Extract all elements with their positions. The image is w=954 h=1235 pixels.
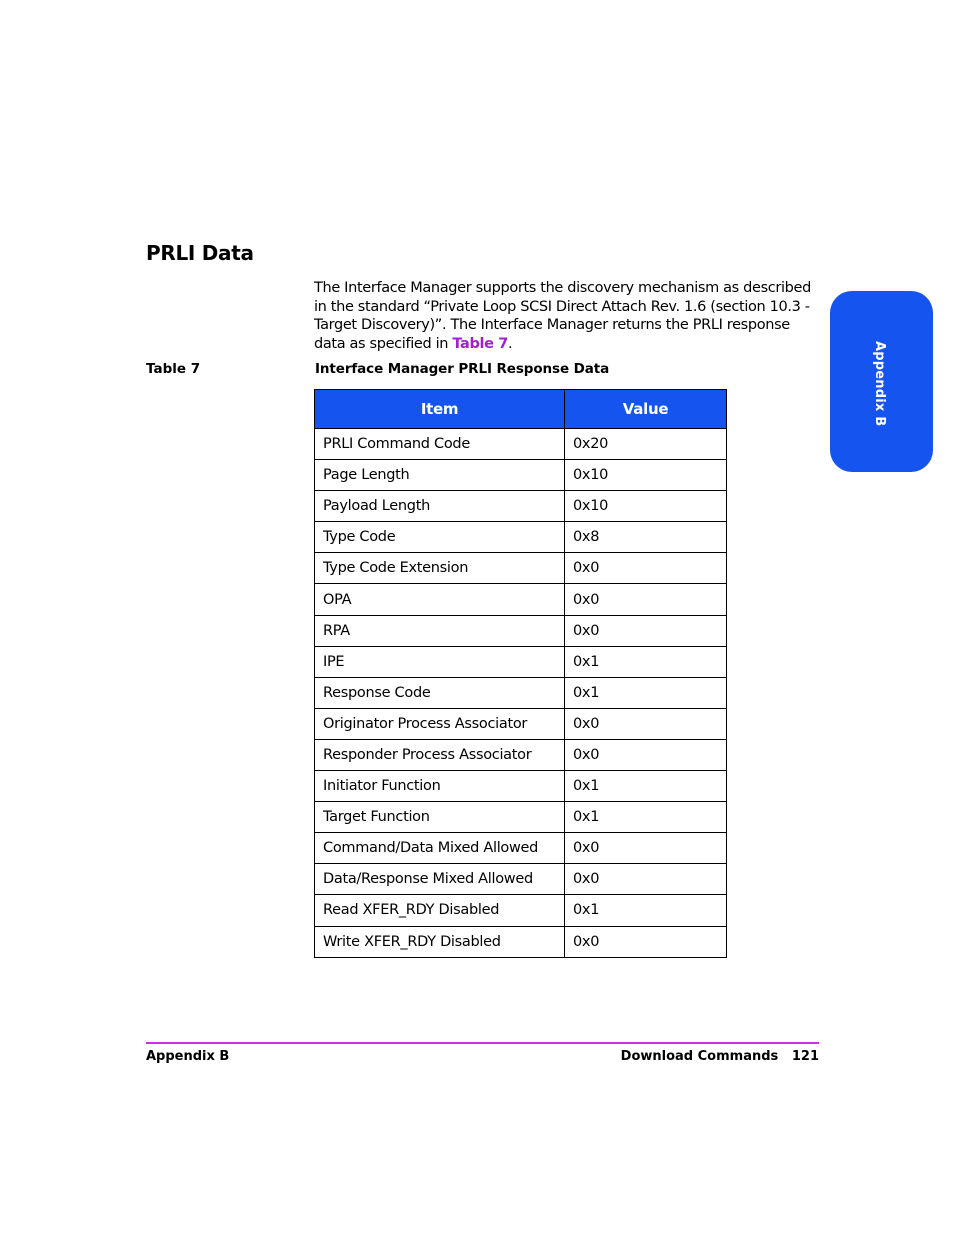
item-cell: Command/Data Mixed Allowed [315,833,565,864]
footer-page-info [621,1049,819,1064]
table-caption: Interface Manager PRLI Response Data [315,361,610,377]
item-cell: Payload Length [315,491,565,522]
value-cell: 0x0 [565,864,727,895]
footer-appendix-label: Appendix B [146,1049,230,1064]
item-cell: PRLI Command Code [315,429,565,460]
table-row [315,771,727,802]
footer-rule [146,1042,819,1044]
value-cell: 0x1 [565,677,727,708]
footer-page-number: 121 [791,1049,819,1064]
value-cell: 0x1 [565,646,727,677]
value-cell: 0x0 [565,553,727,584]
table-row [315,615,727,646]
item-cell: Response Code [315,677,565,708]
value-cell: 0x1 [565,802,727,833]
intro-text-end: . [508,335,513,352]
value-cell: 0x0 [565,926,727,957]
value-cell: 0x1 [565,771,727,802]
value-cell: 0x20 [565,429,727,460]
table-row [315,460,727,491]
table-row [315,833,727,864]
item-cell: IPE [315,646,565,677]
table-row [315,677,727,708]
table-row [315,802,727,833]
header-value: Value [565,390,727,429]
intro-paragraph [314,279,820,353]
value-cell: 0x10 [565,460,727,491]
item-cell: Read XFER_RDY Disabled [315,895,565,926]
item-cell: Responder Process Associator [315,739,565,770]
value-cell: 0x0 [565,833,727,864]
item-cell: OPA [315,584,565,615]
value-cell: 0x1 [565,895,727,926]
footer-chapter-title: Download Commands [620,1049,779,1064]
item-cell: Initiator Function [315,771,565,802]
table-row [315,522,727,553]
table-label: Table 7 [146,361,201,377]
table-row [315,708,727,739]
value-cell: 0x0 [565,584,727,615]
item-cell: Originator Process Associator [315,708,565,739]
value-cell: 0x0 [565,739,727,770]
item-cell: Write XFER_RDY Disabled [315,926,565,957]
table-row [315,491,727,522]
value-cell: 0x0 [565,615,727,646]
table-row [315,553,727,584]
table-7-link[interactable]: Table 7 [452,335,509,352]
item-cell: RPA [315,615,565,646]
table-row [315,739,727,770]
item-cell: Page Length [315,460,565,491]
table-row [315,646,727,677]
prli-response-table [314,389,727,958]
header-item: Item [315,390,565,429]
item-cell: Target Function [315,802,565,833]
value-cell: 0x0 [565,708,727,739]
value-cell: 0x10 [565,491,727,522]
intro-text: The Interface Manager supports the discovery mechanism as described in the standard “Private Loop SCSI Direct Attach Rev. 1.6 (section 10.3 - Target Discovery)”. The Interface Manager returns the PRLI response data as specified in [314,280,811,352]
table-row [315,895,727,926]
table-row [315,864,727,895]
item-cell: Data/Response Mixed Allowed [315,864,565,895]
section-title: PRLI Data [146,241,254,265]
item-cell: Type Code Extension [315,553,565,584]
appendix-side-tab-label: Appendix B [872,341,887,427]
table-row [315,429,727,460]
item-cell: Type Code [315,522,565,553]
table-header-row [315,390,727,429]
value-cell: 0x8 [565,522,727,553]
table-row [315,584,727,615]
table-row [315,926,727,957]
